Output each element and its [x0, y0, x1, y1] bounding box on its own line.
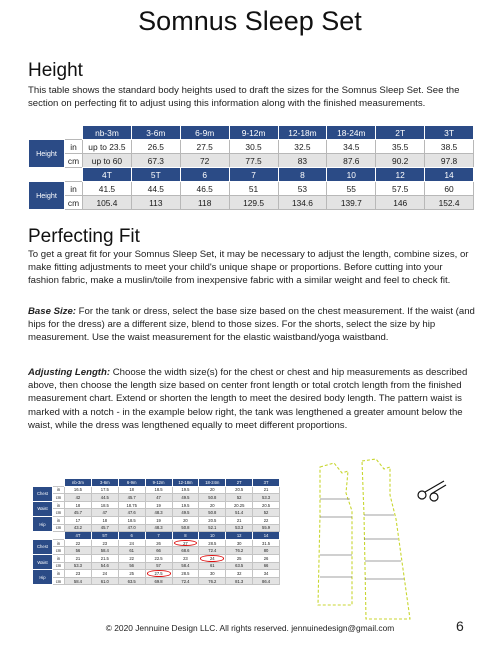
table-cell: 55 — [327, 182, 376, 196]
mini-unit-label: in — [53, 539, 65, 547]
mini-table-cell: 28.5 — [172, 570, 199, 578]
mini-unit-label: in — [53, 486, 65, 494]
mini-size-label: 12-18m — [172, 479, 199, 487]
table-cell: 113 — [131, 196, 180, 210]
highlight-circle — [200, 555, 224, 562]
size-label: 12 — [376, 168, 425, 182]
mini-size-label: 3-6m — [91, 479, 118, 487]
mini-table-row — [33, 547, 280, 555]
table-cell: up to 60 — [83, 154, 132, 168]
mini-table-cell: 22 — [253, 516, 280, 524]
table-cell: 97.8 — [425, 154, 474, 168]
table-cell: 90.2 — [376, 154, 425, 168]
size-label: 4T — [83, 168, 132, 182]
mini-row-label: Waist — [33, 501, 53, 516]
table-cell: 129.5 — [229, 196, 278, 210]
mini-size-label: 2T — [226, 479, 253, 487]
mini-size-label: 3T — [253, 479, 280, 487]
mini-table-cell: 49.5 — [172, 509, 199, 517]
mini-row-label: Hip — [33, 570, 53, 585]
mini-row-label: Chest — [33, 486, 53, 501]
mini-table-cell: 52 — [226, 494, 253, 502]
mini-table-cell: 18.5 — [91, 501, 118, 509]
mini-table-cell: 45.7 — [118, 494, 145, 502]
page-title: Somnus Sleep Set — [138, 6, 362, 36]
mini-table-cell: 50.8 — [172, 524, 199, 532]
size-label: nb-3m — [83, 126, 132, 140]
mini-table-cell: 61.0 — [91, 577, 118, 585]
mini-unit-label: cm — [53, 509, 65, 517]
mini-unit-label: in — [53, 570, 65, 578]
mini-table-cell: 22.5 — [145, 554, 172, 562]
height-table-small-sizes — [28, 125, 474, 168]
size-label: 6-9m — [180, 126, 229, 140]
mini-table-cell: 24 — [199, 554, 226, 562]
mini-table-cell: 20 — [199, 501, 226, 509]
mini-size-header-row — [33, 479, 280, 487]
mini-table-row — [33, 516, 280, 524]
lengthen-lines — [320, 499, 404, 579]
mini-table-cell: 56 — [118, 562, 145, 570]
unit-label: in — [65, 140, 83, 154]
table-cell: 134.6 — [278, 196, 327, 210]
mini-size-label: 12 — [226, 532, 253, 540]
mini-unit-label: in — [53, 554, 65, 562]
table-cell: 72 — [180, 154, 229, 168]
table-cell: 30.5 — [229, 140, 278, 154]
mini-size-label: 9-12m — [145, 479, 172, 487]
mini-unit-label: in — [53, 516, 65, 524]
mini-table-cell: 24 — [91, 570, 118, 578]
mini-size-label: 4T — [65, 532, 92, 540]
mini-table-cell: 31.5 — [253, 539, 280, 547]
table-row — [29, 140, 474, 154]
mini-unit-label: cm — [53, 524, 65, 532]
mini-table-cell: 18.5 — [118, 516, 145, 524]
mini-table-row — [33, 570, 280, 578]
table-cell: 41.5 — [83, 182, 132, 196]
base-size-label: Base Size: — [28, 306, 76, 317]
height-heading: Height — [28, 60, 83, 81]
mini-table-cell: 20.5 — [226, 486, 253, 494]
mini-table-cell: 58.4 — [172, 562, 199, 570]
mini-unit-label: cm — [53, 494, 65, 502]
mini-table-cell: 48.3 — [145, 524, 172, 532]
table-cell: 87.6 — [327, 154, 376, 168]
mini-row-label: Hip — [33, 516, 53, 531]
mini-table-cell: 20.5 — [199, 516, 226, 524]
height-table-large-sizes — [28, 167, 474, 210]
highlight-circle — [174, 540, 198, 547]
mini-table-row — [33, 501, 280, 509]
size-label: 3-6m — [131, 126, 180, 140]
mini-table-cell: 61 — [118, 547, 145, 555]
table-row — [29, 154, 474, 168]
table-row — [29, 196, 474, 210]
mini-table-cell: 25 — [118, 570, 145, 578]
mini-table-cell: 22 — [118, 554, 145, 562]
table-cell: 46.5 — [180, 182, 229, 196]
size-label: 6 — [180, 168, 229, 182]
mini-table-cell: 28.5 — [199, 539, 226, 547]
mini-table-cell: 16.5 — [65, 486, 92, 494]
row-label: Height — [29, 182, 65, 210]
size-label: 9-12m — [229, 126, 278, 140]
table-cell: 83 — [278, 154, 327, 168]
mini-table-cell: 51.4 — [226, 509, 253, 517]
mini-table-cell: 26 — [253, 554, 280, 562]
mini-size-label: 10 — [199, 532, 226, 540]
mini-table-cell: 18 — [65, 501, 92, 509]
mini-table-cell: 20 — [172, 516, 199, 524]
mini-table-cell: 32 — [226, 570, 253, 578]
mini-table-row — [33, 562, 280, 570]
tank-pattern-piece — [318, 463, 352, 605]
scissors-icon — [418, 481, 446, 501]
table-cell: 57.5 — [376, 182, 425, 196]
mini-table-cell: 30 — [226, 539, 253, 547]
mini-table-cell: 20 — [199, 486, 226, 494]
table-cell: 146 — [376, 196, 425, 210]
mini-table-row — [33, 509, 280, 517]
mini-table-cell: 53.3 — [65, 562, 92, 570]
mini-size-label: 18-24m — [199, 479, 226, 487]
base-size-paragraph — [28, 305, 476, 345]
mini-table-cell: 22 — [65, 539, 92, 547]
mini-table-cell: 86.4 — [253, 577, 280, 585]
table-cell: 152.4 — [425, 196, 474, 210]
table-cell: 139.7 — [327, 196, 376, 210]
mini-table-cell: 53.3 — [253, 494, 280, 502]
mini-size-label: 5T — [91, 532, 118, 540]
mini-table-cell: 56 — [65, 547, 92, 555]
mini-size-label: 7 — [145, 532, 172, 540]
mini-unit-label: cm — [53, 577, 65, 585]
mini-table-cell: 52.1 — [199, 524, 226, 532]
mini-table-cell: 19 — [145, 501, 172, 509]
mini-table-cell: 17.5 — [91, 486, 118, 494]
mini-size-label: 14 — [253, 532, 280, 540]
table-cell: 60 — [425, 182, 474, 196]
mini-table-cell: 72.4 — [199, 547, 226, 555]
mini-table-cell: 27.5 — [145, 570, 172, 578]
mini-table-cell: 81.3 — [226, 577, 253, 585]
mini-table-cell: 55.9 — [253, 524, 280, 532]
mini-table-cell: 44.5 — [91, 494, 118, 502]
adjust-length-label: Adjusting Length: — [28, 367, 111, 378]
mini-unit-label: cm — [53, 547, 65, 555]
mini-table-row — [33, 486, 280, 494]
mini-table-row — [33, 554, 280, 562]
row-label: Height — [29, 140, 65, 168]
mini-table-cell: 20.25 — [226, 501, 253, 509]
mini-table-cell: 50.8 — [199, 509, 226, 517]
table-cell: 77.5 — [229, 154, 278, 168]
page-number: 6 — [456, 618, 464, 634]
mini-unit-label: in — [53, 501, 65, 509]
mini-table-cell: 19.5 — [172, 486, 199, 494]
size-label: 8 — [278, 168, 327, 182]
mini-table-cell: 47.6 — [118, 509, 145, 517]
size-label: 10 — [327, 168, 376, 182]
mini-table-cell: 76.2 — [199, 577, 226, 585]
mini-size-label: 8 — [172, 532, 199, 540]
table-cell: 118 — [180, 196, 229, 210]
mini-table-cell: 76.2 — [226, 547, 253, 555]
mini-table-cell: 50.8 — [199, 494, 226, 502]
mini-table-cell: 19 — [145, 516, 172, 524]
mini-table-cell: 47 — [91, 509, 118, 517]
mini-table-cell: 21 — [253, 486, 280, 494]
mini-table-cell: 49.5 — [172, 494, 199, 502]
mini-row-label: Waist — [33, 554, 53, 569]
adjust-length-paragraph — [28, 366, 476, 432]
size-label: 3T — [425, 126, 474, 140]
mini-size-label: nb-3m — [65, 479, 92, 487]
mini-table-cell: 21 — [65, 554, 92, 562]
mini-table-cell: 45.7 — [91, 524, 118, 532]
mini-size-label: 6-9m — [118, 479, 145, 487]
mini-table-cell: 30 — [199, 570, 226, 578]
fit-intro: To get a great fit for your Somnus Sleep Set, it may be necessary to adjust the length, combine sizes, or make fitting adjustments to meet your child's unique shape or proportions. Before cutting into your fashion fabric, make a muslin/toile from inexpensive fabric with a similar weight and feel to check fit. — [28, 249, 469, 287]
table-cell: 32.5 — [278, 140, 327, 154]
mini-table-row — [33, 524, 280, 532]
mini-table-cell: 25 — [226, 554, 253, 562]
mini-table-cell: 18 — [91, 516, 118, 524]
mini-table-cell: 23 — [172, 554, 199, 562]
size-header-row — [29, 126, 474, 140]
size-header-row — [29, 168, 474, 182]
highlight-circle — [147, 570, 171, 577]
mini-table-cell: 34 — [253, 570, 280, 578]
mini-table-cell: 47.0 — [118, 524, 145, 532]
table-row — [29, 182, 474, 196]
mini-table-cell: 17 — [65, 516, 92, 524]
mini-table-cell: 54.6 — [91, 562, 118, 570]
table-cell: 44.5 — [131, 182, 180, 196]
mini-table-cell: 42 — [65, 494, 92, 502]
mini-table-cell: 53.3 — [226, 524, 253, 532]
mini-table-cell: 23 — [91, 539, 118, 547]
size-label: 12-18m — [278, 126, 327, 140]
mini-row-label: Chest — [33, 539, 53, 554]
table-cell: 105.4 — [83, 196, 132, 210]
mini-table-cell: 20.5 — [253, 501, 280, 509]
unit-label: in — [65, 182, 83, 196]
mini-table-cell: 18.5 — [145, 486, 172, 494]
mini-table-cell: 21.5 — [91, 554, 118, 562]
mini-table-cell: 19.5 — [172, 501, 199, 509]
mini-table-cell: 18.75 — [118, 501, 145, 509]
size-label: 2T — [376, 126, 425, 140]
mini-table-cell: 21 — [226, 516, 253, 524]
mini-table-cell: 58.4 — [65, 577, 92, 585]
mini-table-cell: 72.4 — [172, 577, 199, 585]
size-label: 7 — [229, 168, 278, 182]
pattern-pieces-illustration — [312, 455, 452, 625]
mini-table-cell: 48.3 — [145, 509, 172, 517]
mini-table-cell: 18 — [118, 486, 145, 494]
mini-table-cell: 66 — [145, 547, 172, 555]
mini-table-cell: 23 — [65, 570, 92, 578]
mini-table-cell: 52 — [253, 509, 280, 517]
mini-unit-label: cm — [53, 562, 65, 570]
table-cell: 67.3 — [131, 154, 180, 168]
mini-size-label: 6 — [118, 532, 145, 540]
mini-table-row — [33, 577, 280, 585]
mini-table-cell: 45.7 — [65, 509, 92, 517]
height-intro: This table shows the standard body heights used to draft the sizes for the Somnus Sleep Set. See the section on perfecting fit to adjust using this information along with the finished measurements. — [28, 85, 460, 110]
example-measurement-table — [32, 478, 280, 585]
table-cell: 34.5 — [327, 140, 376, 154]
mini-table-cell: 61 — [199, 562, 226, 570]
mini-table-row — [33, 539, 280, 547]
table-cell: 53 — [278, 182, 327, 196]
mini-table-cell: 80 — [253, 547, 280, 555]
mini-table-cell: 68.6 — [172, 547, 199, 555]
size-label: 18-24m — [327, 126, 376, 140]
table-cell: 38.5 — [425, 140, 474, 154]
table-cell: 35.5 — [376, 140, 425, 154]
mini-table-cell: 47 — [145, 494, 172, 502]
mini-table-row — [33, 494, 280, 502]
mini-table-cell: 63.5 — [118, 577, 145, 585]
mini-table-cell: 66 — [253, 562, 280, 570]
mini-table-cell: 24 — [118, 539, 145, 547]
mini-table-cell: 58.4 — [91, 547, 118, 555]
mini-table-cell: 27 — [172, 539, 199, 547]
size-label: 14 — [425, 168, 474, 182]
adjust-length-text: Choose the width size(s) for the chest or chest and hip measurements as described above, then choose the length size based on center front length or total crotch length from the finished measurement chart. Extend or shorten the length to meet the desired body length. The pattern waist is marked with a notch - in the example below right, the tank was lengthened a greater amount below the waist, while the dress was lengthened equally to meet different proportions. — [28, 367, 468, 431]
table-cell: 27.5 — [180, 140, 229, 154]
mini-table-cell: 57 — [145, 562, 172, 570]
table-cell: 26.5 — [131, 140, 180, 154]
size-label: 5T — [131, 168, 180, 182]
mini-table-cell: 69.8 — [145, 577, 172, 585]
mini-table-cell: 26 — [145, 539, 172, 547]
fit-heading: Perfecting Fit — [28, 226, 140, 247]
mini-table-cell: 63.5 — [226, 562, 253, 570]
base-size-text: For the tank or dress, select the base size based on the chest measurement. If the waist (and hips for the dress) are a different size, blend to those sizes. For the shorts, select the size by hip measurement. Use the waist measurement for the elastic waistband/yoga waistband. — [28, 306, 475, 344]
footer-copyright: © 2020 Jennuine Design LLC. All rights reserved. jennuinedesign@gmail.com — [105, 623, 395, 633]
table-cell: up to 23.5 — [83, 140, 132, 154]
mini-table-cell: 43.2 — [65, 524, 92, 532]
table-cell: 51 — [229, 182, 278, 196]
unit-label: cm — [65, 196, 83, 210]
unit-label: cm — [65, 154, 83, 168]
mini-size-header-row — [33, 532, 280, 540]
